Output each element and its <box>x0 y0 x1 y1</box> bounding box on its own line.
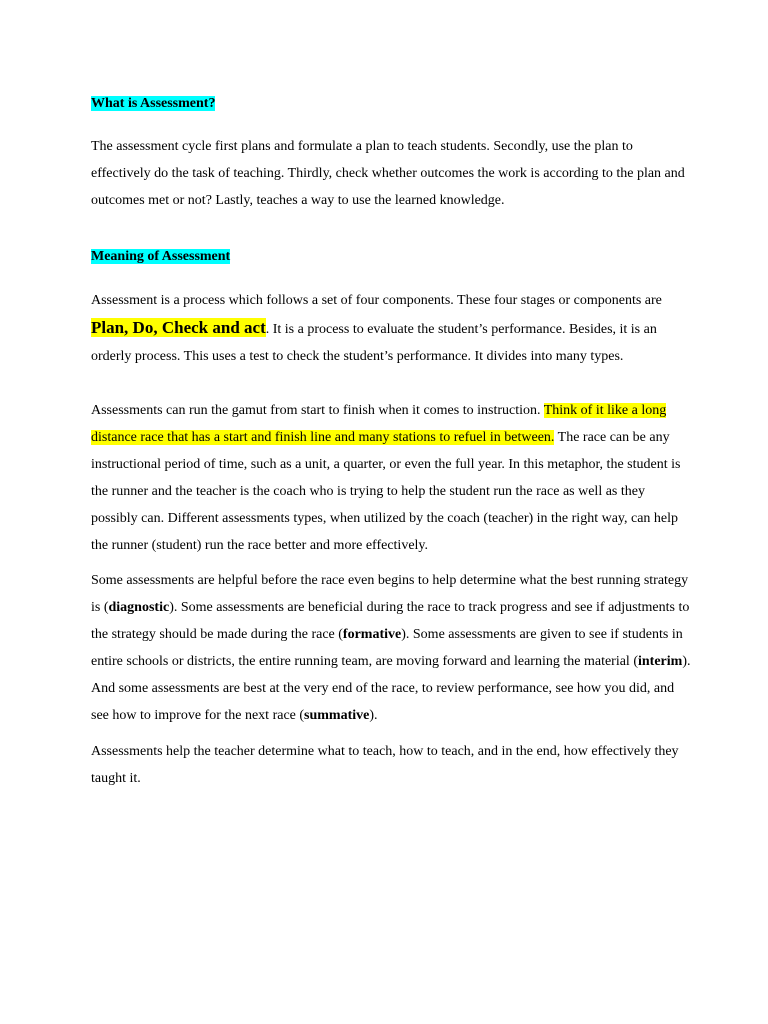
heading-highlight: Meaning of Assessment <box>91 249 231 264</box>
heading-meaning-of-assessment <box>91 243 691 270</box>
text-run: Assessment is a process which follows a set of four components. These four stages or components are <box>91 293 662 308</box>
paragraph-conclusion: Assessments help the teacher determine what to teach, how to teach, and in the end, how effectively they taught it. <box>91 744 679 786</box>
text-run: Assessments can run the gamut from start to finish when it comes to instruction. <box>91 403 544 418</box>
text-run: Some assessments are helpful before the race even begins to help determine what the best running strategy is ( <box>91 573 689 615</box>
term-interim: interim <box>637 654 683 669</box>
heading-highlight: What is Assessment? <box>91 96 216 111</box>
text-run: The race can be any instructional period of time, such as a unit, a quarter, or even the full year. In this metaphor, the student is the runner and the teacher is the coach who is trying to help the student run the race as well as they possibly can. Different assessments types, when utilized by the coach (teacher) in the right way, can help the runner (student) run the race better and more effectively. <box>91 430 681 553</box>
highlight-plan-do-check-act: Plan, Do, Check and act <box>91 318 266 337</box>
term-diagnostic: diagnostic <box>108 600 170 615</box>
text-run: ). Some assessments are given to see if students in entire schools or districts, the entire running team, are moving forward and learning the material ( <box>91 627 683 669</box>
text-run: ). And some assessments are best at the very end of the race, to review performance, see how you did, and see how to improve for the next race ( <box>91 654 691 723</box>
text-run: ). Some assessments are beneficial during the race to track progress and see if adjustments to the strategy should be made during the race ( <box>91 600 690 642</box>
text-run: . It is a process to evaluate the student’s performance. Besides, it is an orderly process. This uses a test to check the student’s performance. It divides into many types. <box>91 322 657 364</box>
term-summative: summative <box>304 708 370 723</box>
paragraph-meaning <box>91 287 691 370</box>
document-body <box>91 90 691 792</box>
heading-what-is-assessment <box>91 90 691 117</box>
paragraph-assessment-cycle: The assessment cycle first plans and formulate a plan to teach students. Secondly, use the plan to effectively do the task of teaching. Thirdly, check whether outcomes the work is according to the plan and outcomes met or not? Lastly, teaches a way to use the learned knowledge. <box>91 139 685 208</box>
text-run: ). <box>369 708 378 723</box>
highlight-race-sentence: Think of it like a long distance race that has a start and finish line and many stations to refuel in between. <box>91 403 667 445</box>
paragraph-race-metaphor <box>91 397 691 559</box>
paragraph-assessment-types <box>91 567 691 729</box>
term-formative: formative <box>342 627 402 642</box>
